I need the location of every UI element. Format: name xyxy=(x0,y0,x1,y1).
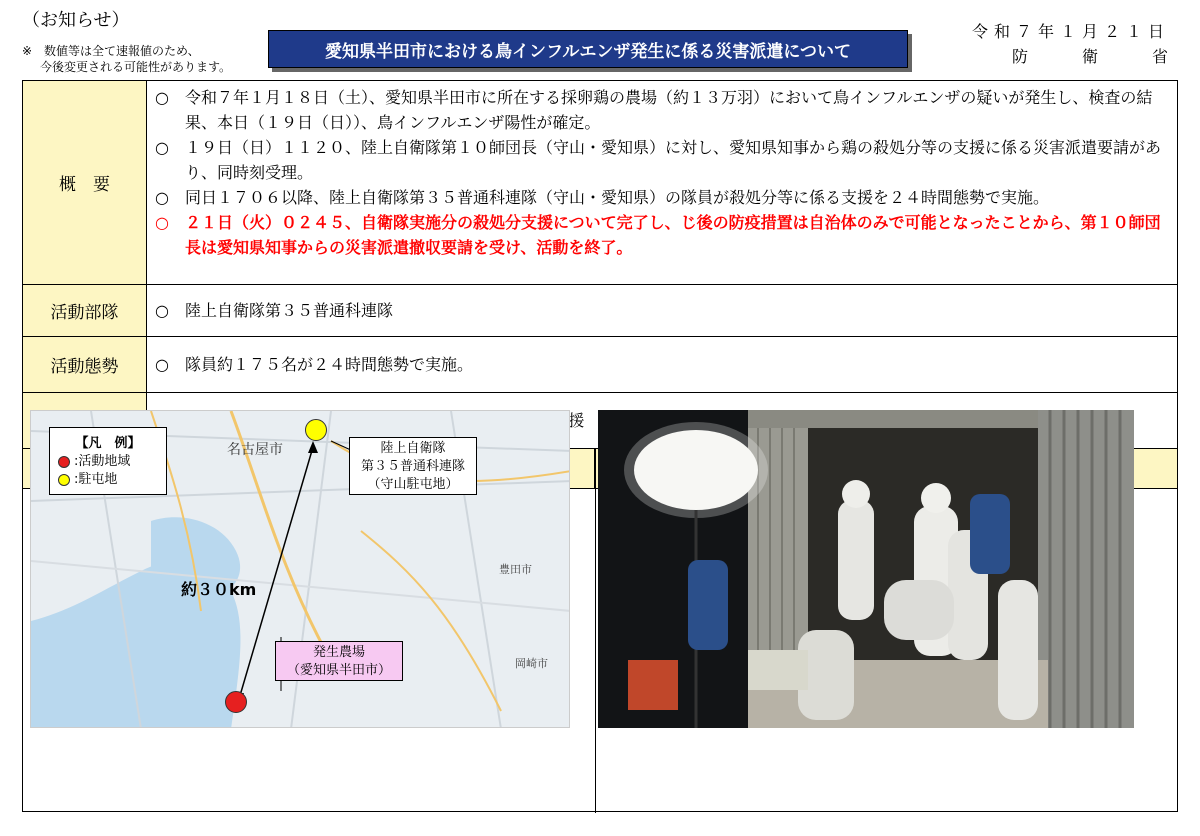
overview-item-2 xyxy=(155,135,1169,185)
bullet-mark: ○ xyxy=(155,301,169,320)
legend-activity-area xyxy=(58,453,158,471)
unit-content xyxy=(147,285,1177,336)
legend-activity-area-label: :活動地域 xyxy=(74,454,131,469)
bullet-mark: ○ xyxy=(155,355,169,374)
activity-photo xyxy=(598,410,1134,728)
overview-item-3-text: 同日１７０６以降、陸上自衛隊第３５普通科連隊（守山・愛知県）の隊員が殺処分等に係る支援を２４時間態勢で実施。 xyxy=(185,188,1050,207)
disclaimer-note xyxy=(22,43,231,75)
farm-callout-line-1: 発生農場 xyxy=(312,645,365,660)
unit-text: 陸上自衛隊第３５普通科連隊 xyxy=(185,301,394,320)
distance-label: 約３０km xyxy=(181,580,257,599)
note-line-2: 今後変更される可能性があります。 xyxy=(40,60,232,74)
document-title: 愛知県半田市における鳥インフルエンザ発生に係る災害派遣について xyxy=(268,30,908,68)
map-legend xyxy=(49,427,167,495)
garrison-callout-line-2: 第３５普通科連隊 xyxy=(360,459,465,474)
legend-title: 【凡 例】 xyxy=(75,436,141,451)
location-map xyxy=(30,410,570,728)
posture-content xyxy=(147,337,1177,392)
map-label-nagoya: 名古屋市 xyxy=(227,442,283,458)
bullet-mark: ○ xyxy=(155,188,169,207)
unit-label: 活動部隊 xyxy=(23,285,147,336)
garrison-marker xyxy=(305,419,327,441)
issuing-organization xyxy=(1012,44,1168,67)
posture-label: 活動態勢 xyxy=(23,337,147,392)
activity-photo-illustration xyxy=(598,410,1134,728)
overview-item-2-text: １９日（日）１１２０、陸上自衛隊第１０師団長（守山・愛知県）に対し、愛知県知事から鶏の殺処分等の支援に係る災害派遣要請があり、同時刻受理。 xyxy=(185,138,1162,182)
notice-label: （お知らせ） xyxy=(22,10,130,31)
farm-callout xyxy=(275,641,403,681)
posture-row xyxy=(23,337,1177,393)
legend-garrison xyxy=(58,471,158,489)
unit-row xyxy=(23,285,1177,337)
column-divider xyxy=(595,449,596,813)
farm-marker xyxy=(225,691,247,713)
bullet-mark: ○ xyxy=(155,88,169,107)
note-line-1: ※ 数値等は全て速報値のため、 xyxy=(22,44,200,58)
issue-date: 令和７年１月２１日 xyxy=(971,22,1170,41)
overview-label: 概 要 xyxy=(23,81,147,284)
map-label-toyota: 豊田市 xyxy=(499,563,532,576)
overview-row xyxy=(23,81,1177,285)
yellow-dot-icon xyxy=(58,474,70,486)
overview-item-4-text: ２１日（火）０２４５、自衛隊実施分の殺処分支援について完了し、じ後の防疫措置は自治体のみで可能となったことから、第１０師団長は愛知県知事からの災害派遣撤収要請を受け、活動を終了。 xyxy=(185,213,1161,257)
overview-item-1-text: 令和７年１月１８日（土）、愛知県半田市に所在する採卵鶏の農場（約１３万羽）において鳥インフルエンザの疑いが発生し、検査の結果、本日（１９日（日））、鳥インフルエンザ陽性が確定。 xyxy=(185,88,1153,132)
overview-content xyxy=(147,81,1177,284)
org-char-3: 省 xyxy=(1151,47,1168,66)
overview-item-4 xyxy=(155,210,1169,260)
garrison-callout-line-3: （守山駐屯地） xyxy=(367,477,459,492)
garrison-callout-line-1: 陸上自衛隊 xyxy=(380,441,446,456)
garrison-callout xyxy=(349,437,477,495)
red-dot-icon xyxy=(58,456,70,468)
org-char-2: 衛 xyxy=(1081,47,1098,66)
bullet-mark: ○ xyxy=(155,213,169,232)
farm-callout-line-2: （愛知県半田市） xyxy=(286,663,391,678)
overview-item-1 xyxy=(155,85,1169,135)
legend-garrison-label: :駐屯地 xyxy=(74,472,118,487)
org-char-1: 防 xyxy=(1012,47,1029,66)
bullet-mark: ○ xyxy=(155,138,169,157)
overview-item-3 xyxy=(155,185,1169,210)
posture-text: 隊員約１７５名が２４時間態勢で実施。 xyxy=(185,355,474,374)
map-label-okazaki: 岡崎市 xyxy=(515,657,548,670)
